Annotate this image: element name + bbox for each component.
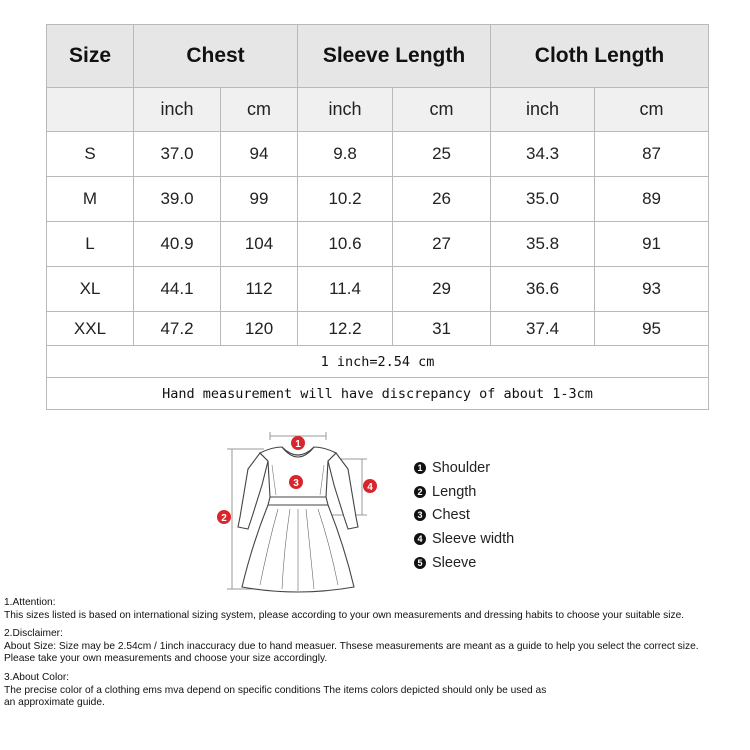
header-sleeve-length: Sleeve Length xyxy=(298,25,491,88)
size-cell: XXL xyxy=(47,312,134,346)
legend-item-sleeve-width xyxy=(414,527,514,551)
dress-measurement-diagram xyxy=(212,425,392,597)
unit-cell: inch xyxy=(134,88,221,132)
value-cell: 10.2 xyxy=(298,177,393,222)
legend-item-sleeve xyxy=(414,551,514,575)
discrepancy-row xyxy=(47,378,709,410)
value-cell: 35.8 xyxy=(491,222,595,267)
value-cell: 36.6 xyxy=(491,267,595,312)
table-row xyxy=(47,177,709,222)
legend-label: Chest xyxy=(432,507,470,524)
measurement-legend xyxy=(414,456,514,574)
value-cell: 29 xyxy=(393,267,491,312)
color-line-1: The precise color of a clothing ems mva depend on specific conditions The items colors depicted should only be used as xyxy=(4,684,547,696)
disclaimer-title: 2.Disclaimer: xyxy=(4,628,63,640)
value-cell: 44.1 xyxy=(134,267,221,312)
value-cell: 27 xyxy=(393,222,491,267)
size-cell: L xyxy=(47,222,134,267)
notes-section xyxy=(4,597,748,716)
unit-cell: cm xyxy=(221,88,298,132)
value-cell: 87 xyxy=(595,132,709,177)
value-cell: 112 xyxy=(221,267,298,312)
unit-cell: cm xyxy=(393,88,491,132)
size-cell: M xyxy=(47,177,134,222)
dress-outline xyxy=(238,447,358,592)
value-cell: 34.3 xyxy=(491,132,595,177)
legend-number: 1 xyxy=(414,462,426,474)
legend-number: 3 xyxy=(414,509,426,521)
value-cell: 9.8 xyxy=(298,132,393,177)
unit-blank xyxy=(47,88,134,132)
header-cloth-length: Cloth Length xyxy=(491,25,709,88)
legend-item-shoulder xyxy=(414,456,514,480)
unit-cell: inch xyxy=(491,88,595,132)
marker-3: 3 xyxy=(293,478,299,489)
size-cell: S xyxy=(47,132,134,177)
value-cell: 99 xyxy=(221,177,298,222)
unit-cell: inch xyxy=(298,88,393,132)
attention-text: This sizes listed is based on international sizing system, please according to your own measurements and dressing habits to choose your suitable size. xyxy=(4,609,685,621)
marker-2: 2 xyxy=(221,513,227,524)
marker-1: 1 xyxy=(295,439,301,450)
value-cell: 11.4 xyxy=(298,267,393,312)
value-cell: 31 xyxy=(393,312,491,346)
value-cell: 91 xyxy=(595,222,709,267)
value-cell: 37.4 xyxy=(491,312,595,346)
discrepancy-note: Hand measurement will have discrepancy of about 1-3cm xyxy=(47,378,709,410)
legend-number: 4 xyxy=(414,533,426,545)
color-line-2: an approximate guide. xyxy=(4,697,105,709)
disclaimer-note xyxy=(4,628,748,666)
legend-label: Sleeve xyxy=(432,554,477,571)
value-cell: 39.0 xyxy=(134,177,221,222)
value-cell: 10.6 xyxy=(298,222,393,267)
legend-number: 5 xyxy=(414,557,426,569)
value-cell: 94 xyxy=(221,132,298,177)
value-cell: 35.0 xyxy=(491,177,595,222)
legend-label: Shoulder xyxy=(432,459,491,476)
table-row xyxy=(47,312,709,346)
units-row xyxy=(47,88,709,132)
legend-label: Sleeve width xyxy=(432,530,515,547)
legend-number: 2 xyxy=(414,486,426,498)
value-cell: 37.0 xyxy=(134,132,221,177)
value-cell: 89 xyxy=(595,177,709,222)
value-cell: 47.2 xyxy=(134,312,221,346)
header-chest: Chest xyxy=(134,25,298,88)
legend-item-length xyxy=(414,480,514,504)
value-cell: 95 xyxy=(595,312,709,346)
table-row xyxy=(47,132,709,177)
value-cell: 93 xyxy=(595,267,709,312)
value-cell: 40.9 xyxy=(134,222,221,267)
size-chart-table xyxy=(46,24,709,410)
marker-4: 4 xyxy=(367,482,373,493)
value-cell: 120 xyxy=(221,312,298,346)
color-title: 3.About Color: xyxy=(4,671,70,683)
value-cell: 26 xyxy=(393,177,491,222)
attention-title: 1.Attention: xyxy=(4,597,56,608)
table-row xyxy=(47,222,709,267)
value-cell: 104 xyxy=(221,222,298,267)
legend-label: Length xyxy=(432,483,477,500)
unit-cell: cm xyxy=(595,88,709,132)
legend-item-chest xyxy=(414,503,514,527)
table-header-row xyxy=(47,25,709,88)
header-size: Size xyxy=(47,25,134,88)
value-cell: 25 xyxy=(393,132,491,177)
disclaimer-line-2: Please take your own measurements and choose your size accordingly. xyxy=(4,653,328,665)
table-row xyxy=(47,267,709,312)
conversion-note: 1 inch=2.54 cm xyxy=(47,346,709,378)
value-cell: 12.2 xyxy=(298,312,393,346)
color-note xyxy=(4,672,748,710)
attention-note xyxy=(4,597,748,622)
disclaimer-line-1: About Size: Size may be 2.54cm / 1inch inaccuracy due to hand measuer. Thsese measurements are meant as a guide to help you select the correct size. xyxy=(4,640,699,652)
size-cell: XL xyxy=(47,267,134,312)
conversion-row xyxy=(47,346,709,378)
